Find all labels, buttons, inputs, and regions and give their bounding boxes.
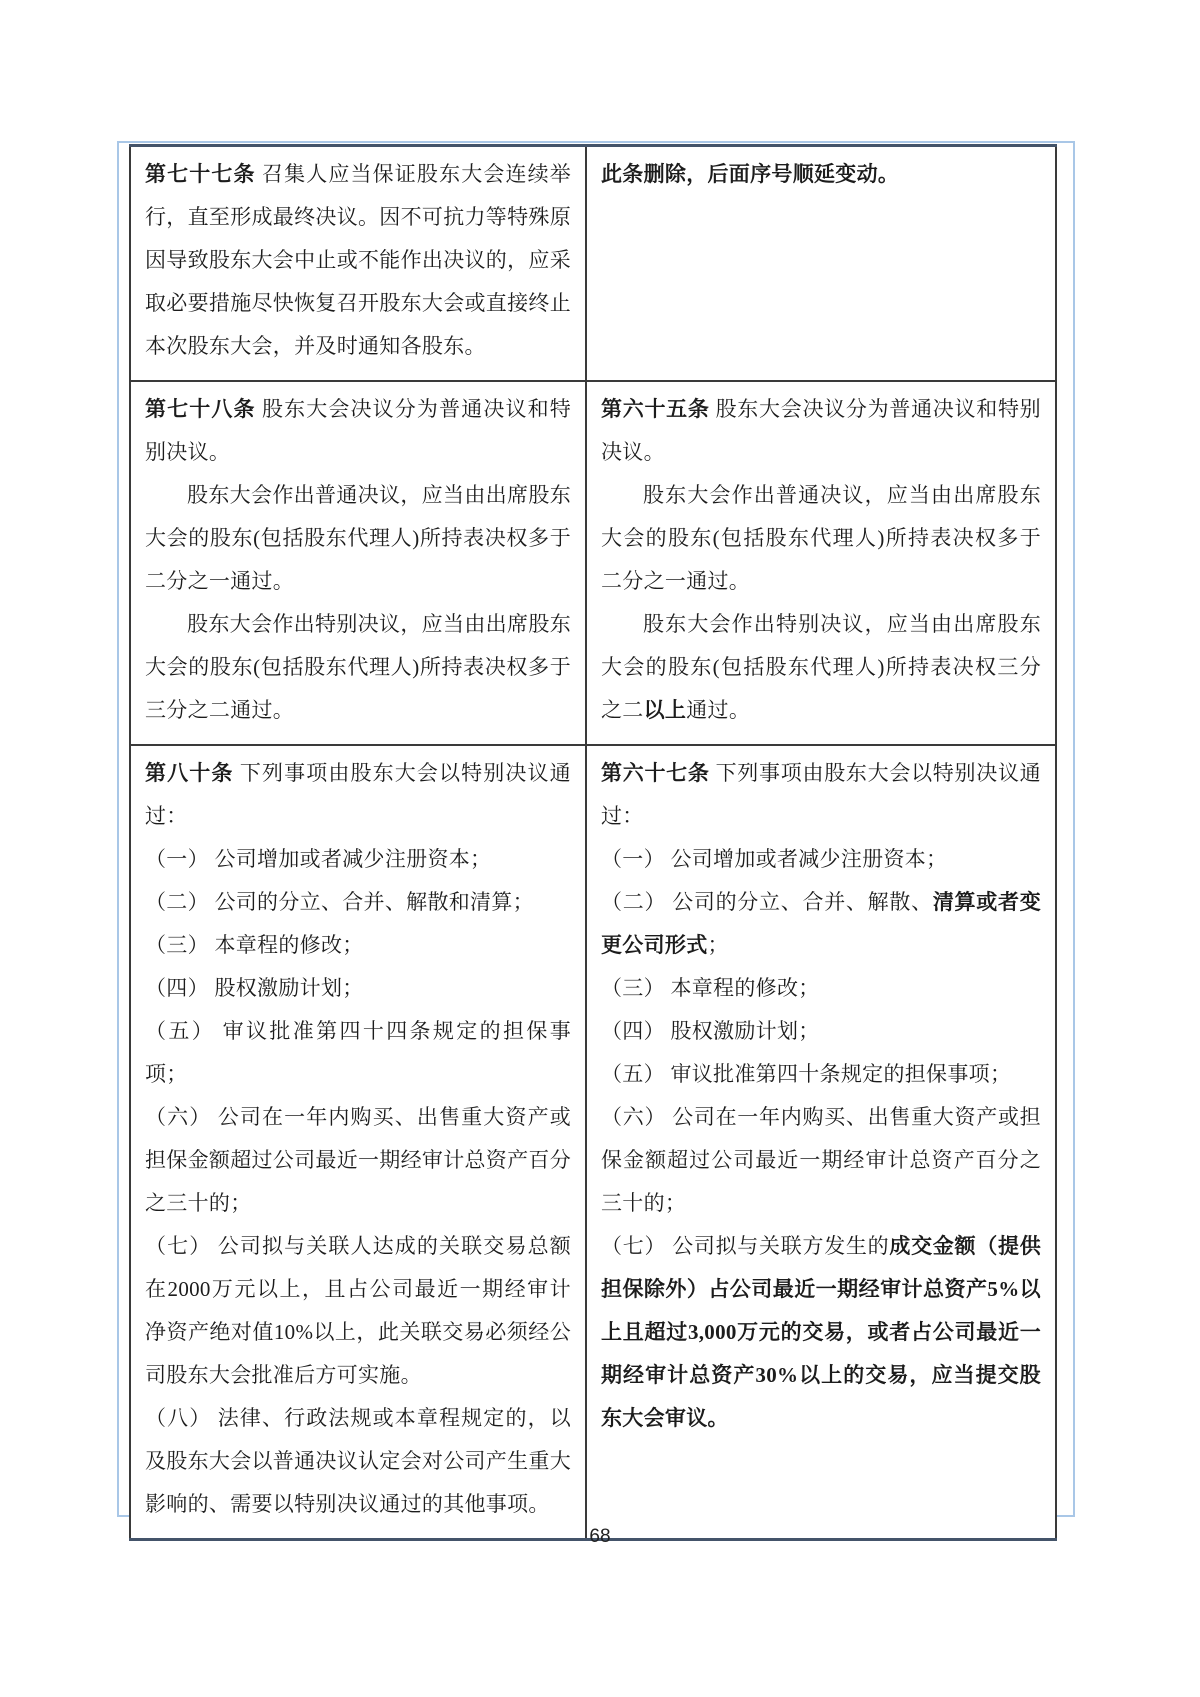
amended-article-cell xyxy=(586,381,1056,745)
text-segment: （四） 股权激励计划； xyxy=(601,1019,820,1043)
paragraph xyxy=(145,1096,571,1225)
paragraph xyxy=(601,1053,1041,1096)
paragraph xyxy=(601,153,1041,196)
text-segment: （八） 法律、行政法规或本章程规定的，以及股东大会以普通决议认定会对公司产生重大影响的、需要以特别决议通过的其他事项。 xyxy=(145,1406,571,1516)
paragraph xyxy=(601,967,1041,1010)
text-segment: 下列事项由股东大会以特别决议通过： xyxy=(601,761,1041,828)
table-row xyxy=(130,146,1056,382)
paragraph xyxy=(601,603,1041,732)
bold-text-segment: 以上 xyxy=(643,698,687,722)
paragraph xyxy=(601,1010,1041,1053)
amended-article-cell xyxy=(586,745,1056,1540)
paragraph xyxy=(145,153,571,368)
paragraph xyxy=(145,924,571,967)
text-segment: （六） 公司在一年内购买、出售重大资产或担保金额超过公司最近一期经审计总资产百分之三十的； xyxy=(145,1105,571,1215)
original-article-cell xyxy=(130,745,586,1540)
paragraph xyxy=(601,388,1041,474)
text-segment: 股东大会作出特别决议，应当由出席股东大会的股东(包括股东代理人)所持表决权三分之二 xyxy=(601,612,1041,722)
text-segment: 召集人应当保证股东大会连续举行，直至形成最终决议。因不可抗力等特殊原因导致股东大会中止或不能作出决议的，应采取必要措施尽快恢复召开股东大会或直接终止本次股东大会，并及时通知各股东。 xyxy=(145,162,572,358)
text-segment: 股东大会作出普通决议，应当由出席股东大会的股东(包括股东代理人)所持表决权多于二分之一通过。 xyxy=(601,483,1041,593)
paragraph xyxy=(145,881,571,924)
text-segment: （三） 本章程的修改； xyxy=(601,976,820,1000)
paragraph xyxy=(145,1397,571,1526)
text-segment: （六） 公司在一年内购买、出售重大资产或担保金额超过公司最近一期经审计总资产百分之三十的； xyxy=(601,1105,1041,1215)
text-segment: 股东大会作出普通决议，应当由出席股东大会的股东(包括股东代理人)所持表决权多于二分之一通过。 xyxy=(145,483,571,593)
table-row xyxy=(130,745,1056,1540)
paragraph xyxy=(145,1225,571,1397)
paragraph xyxy=(145,603,571,732)
text-segment: （七） 公司拟与关联方发生的 xyxy=(601,1234,890,1258)
bold-text-segment: 第七十七条 xyxy=(145,162,256,186)
paragraph xyxy=(601,474,1041,603)
original-article-cell xyxy=(130,146,586,382)
text-segment: （三） 本章程的修改； xyxy=(145,933,364,957)
text-segment: （二） 公司的分立、合并、解散和清算； xyxy=(145,890,534,914)
bold-text-segment: 第八十条 xyxy=(145,761,234,785)
paragraph xyxy=(145,967,571,1010)
text-segment: （五） 审议批准第四十条规定的担保事项； xyxy=(601,1062,1012,1086)
text-segment: 下列事项由股东大会以特别决议通过： xyxy=(145,761,571,828)
text-segment: 通过。 xyxy=(686,698,751,722)
text-segment: 股东大会作出特别决议，应当由出席股东大会的股东(包括股东代理人)所持表决权多于三分之二通过。 xyxy=(145,612,571,722)
comparison-table xyxy=(129,144,1057,1541)
bold-text-segment: 此条删除，后面序号顺延变动。 xyxy=(601,162,900,186)
table-row xyxy=(130,381,1056,745)
text-segment: （二） 公司的分立、合并、解散、 xyxy=(601,890,933,914)
paragraph xyxy=(145,474,571,603)
paragraph xyxy=(601,838,1041,881)
text-segment: （五） 审议批准第四十四条规定的担保事项； xyxy=(145,1019,571,1086)
text-segment: （一） 公司增加或者减少注册资本； xyxy=(145,847,492,871)
original-article-cell xyxy=(130,381,586,745)
text-segment: （四） 股权激励计划； xyxy=(145,976,364,1000)
text-segment: ； xyxy=(707,933,729,957)
paragraph xyxy=(601,1225,1041,1440)
bold-text-segment: 成交金额（提供担保除外）占公司最近一期经审计总资产5%以上且超过3,000万元的交易，或者占公司最近一期经审计总资产30%以上的交易，应当提交股东大会审议。 xyxy=(601,1234,1041,1430)
paragraph xyxy=(601,1096,1041,1225)
text-segment: 股东大会决议分为普通决议和特别决议。 xyxy=(145,397,572,464)
text-segment: （一） 公司增加或者减少注册资本； xyxy=(601,847,948,871)
text-segment: 股东大会决议分为普通决议和特别决议。 xyxy=(601,397,1041,464)
paragraph xyxy=(145,1010,571,1096)
paragraph xyxy=(145,838,571,881)
paragraph xyxy=(145,752,571,838)
paragraph xyxy=(601,881,1041,967)
paragraph xyxy=(145,388,571,474)
text-segment: （七） 公司拟与关联人达成的关联交易总额在2000万元以上，且占公司最近一期经审计净资产绝对值10%以上，此关联交易必须经公司股东大会批准后方可实施。 xyxy=(145,1234,571,1387)
amended-article-cell xyxy=(586,146,1056,382)
bold-text-segment: 第六十五条 xyxy=(601,397,710,421)
page-number: 68 xyxy=(589,1526,611,1547)
paragraph xyxy=(601,752,1041,838)
bold-text-segment: 清算或者变更公司形式 xyxy=(601,890,1041,957)
bold-text-segment: 第六十七条 xyxy=(601,761,710,785)
bold-text-segment: 第七十八条 xyxy=(145,397,256,421)
